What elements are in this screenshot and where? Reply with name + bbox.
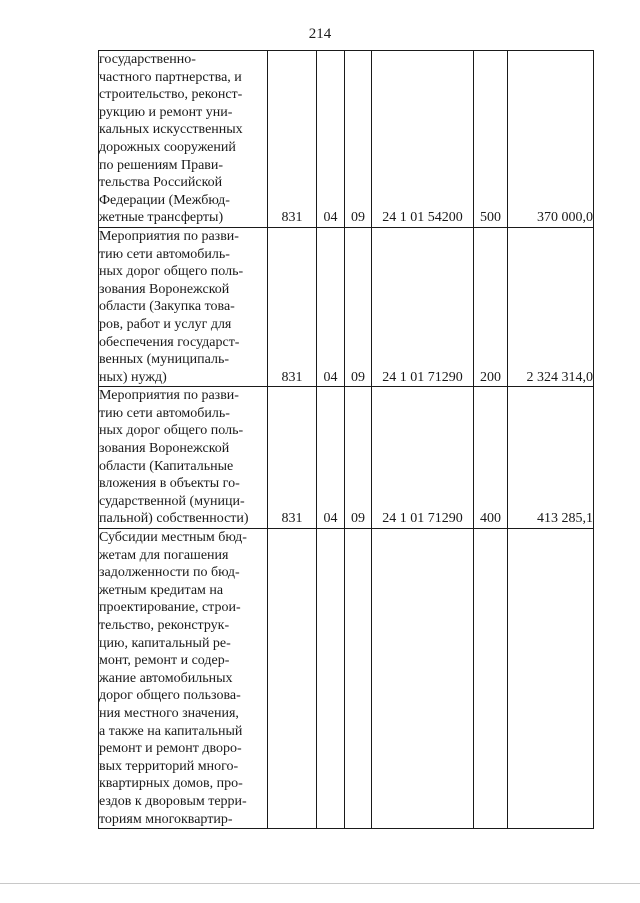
section-code-cell: 04 [317,51,345,228]
amount-cell: 413 285,1 [508,387,594,529]
description-line: жетным кредитам на [99,582,224,598]
expense-description [99,51,268,228]
amount-cell: 2 324 314,0 [508,227,594,386]
expense-type-cell: 400 [474,387,508,529]
description-line: зования Воронежской [99,281,230,297]
description-line: жетные трансферты) [99,210,224,226]
description-line: задолженности по бюд- [99,565,240,581]
grbs-code-cell: 831 [268,51,317,228]
description-line: ездов к дворовым терри- [99,793,247,809]
description-line: дорог общего пользова- [99,688,241,704]
description-line: области (Закупка това- [99,299,235,315]
section-code-cell [317,529,345,829]
description-line: тельство, реконструк- [99,618,230,633]
description-line: ных дорог общего поль- [99,264,244,280]
grbs-code-cell [268,529,317,829]
description-line: строительство, реконст- [99,87,243,103]
bottom-scan-line [0,883,640,884]
amount-cell: 370 000,0 [508,51,594,228]
description-line: монт, ремонт и содер- [99,653,230,669]
expense-type-cell: 200 [474,227,508,386]
expense-description [99,387,268,529]
description-line: венных (муниципаль- [99,352,229,368]
target-article-cell: 24 1 01 71290 [372,227,474,386]
description-line: тию сети автомобиль- [99,405,230,421]
description-line: ния местного значения, [99,705,239,721]
description-line: ных) нужд) [99,369,167,385]
description-line: Мероприятия по разви- [99,388,239,404]
section-code-cell: 04 [317,227,345,386]
expense-description [99,227,268,386]
subsection-code-cell [345,529,372,829]
description-line: а также на капитальный [99,723,243,739]
subsection-code-cell: 09 [345,387,372,529]
subsection-code-cell: 09 [345,51,372,228]
description-line: жетам для погашения [99,547,229,563]
description-line: квартирных домов, про- [99,776,243,792]
table-row [99,51,594,228]
description-line: проектирование, строи- [99,600,241,616]
subsection-code-cell: 09 [345,227,372,386]
description-line: тию сети автомобиль- [99,246,230,262]
description-line: рукцию и ремонт уни- [99,104,233,120]
expense-type-cell [474,529,508,829]
description-line: государственно- [99,52,196,67]
description-line: ров, работ и услуг для [99,316,232,332]
description-line: области (Капитальные [99,458,234,474]
description-line: вложения в объекты го- [99,476,240,492]
description-line: ных дорог общего поль- [99,423,244,439]
description-line: частного партнерства, и [99,69,242,85]
description-line: кальных искусственных [99,122,243,138]
section-code-cell: 04 [317,387,345,529]
target-article-cell: 24 1 01 54200 [372,51,474,228]
description-line: обеспечения государст- [99,334,240,350]
description-line: зования Воронежской [99,441,230,457]
expense-description [99,529,268,829]
expense-type-cell: 500 [474,51,508,228]
description-line: ремонт и ремонт дворо- [99,741,242,757]
grbs-code-cell: 831 [268,227,317,386]
grbs-code-cell: 831 [268,387,317,529]
target-article-cell: 24 1 01 71290 [372,387,474,529]
description-line: тельства Российской [99,175,223,191]
description-line: жание автомобильных [99,670,233,686]
amount-cell [508,529,594,829]
description-line: Федерации (Межбюд- [99,192,230,208]
description-line: пальной) собственности) [99,511,249,527]
description-line: цию, капитальный ре- [99,635,231,651]
table-row [99,529,594,829]
table-row [99,227,594,386]
description-line: Мероприятия по разви- [99,228,239,244]
description-line: вых территорий много- [99,758,239,774]
description-line: сударственной (муници- [99,493,245,509]
budget-table [98,50,594,829]
target-article-cell [372,529,474,829]
description-line: дорожных сооружений [99,139,236,155]
description-line: по решениям Прави- [99,157,224,173]
description-line: Субсидии местным бюд- [99,530,247,546]
description-line: ториям многоквартир- [99,811,233,827]
page-number: 214 [308,26,332,42]
table-row [99,387,594,529]
